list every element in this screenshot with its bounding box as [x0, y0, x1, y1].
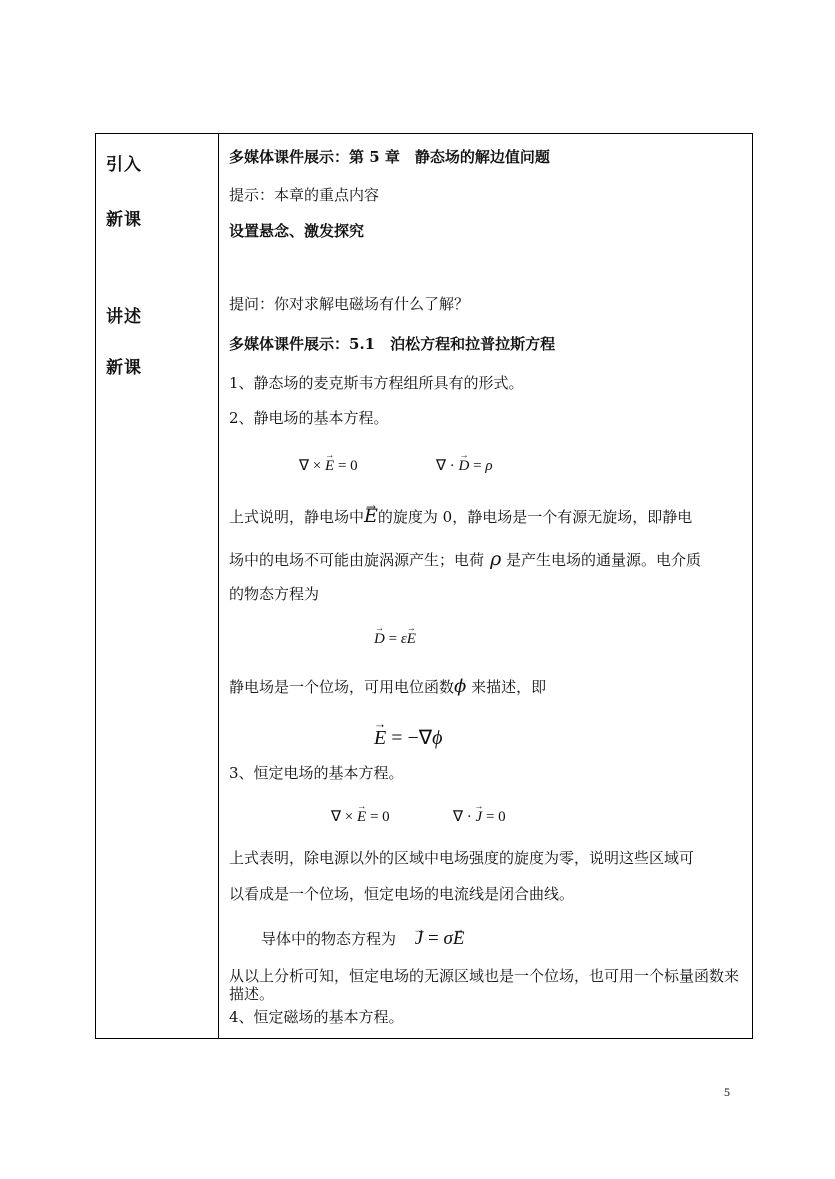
- label-yinru: 引入: [106, 155, 142, 175]
- suspense-line: 设置悬念、激发探究: [229, 222, 365, 240]
- label-xinke-1: 新课: [106, 210, 142, 230]
- column-divider: [218, 133, 219, 1039]
- label-jiangshu: 讲述: [106, 307, 142, 327]
- para-3-line-2: 以看成是一个位场，恒定电场的电流线是闭合曲线。: [229, 885, 575, 903]
- item-3: 3、恒定电场的基本方程。: [229, 764, 404, 782]
- equation-d-eps-e: → D = ε→ E: [374, 631, 416, 648]
- hint-line: 提示：本章的重点内容: [229, 186, 380, 204]
- para-2: 静电场是一个位场，可用电位函数ϕ 来描述，即: [229, 676, 547, 697]
- item-4: 4、恒定磁场的基本方程。: [229, 1008, 404, 1026]
- heading-multimedia-ch5: 多媒体课件展示：第 5 章 静态场的解边值问题: [229, 148, 550, 166]
- equation-e-grad-phi: → E = −∇ϕ: [374, 725, 443, 750]
- page-number: 5: [724, 1085, 730, 1099]
- equation-div-j: ∇ · → J = 0: [453, 807, 506, 826]
- item-1: 1、静态场的麦克斯韦方程组所具有的形式。: [229, 374, 524, 392]
- para-5: 从以上分析可知，恒定电场的无源区域也是一个位场，也可用一个标量函数来描述。: [229, 967, 740, 1003]
- equation-curl-e: ∇ × → E = 0: [299, 456, 358, 475]
- equation-div-d: ∇ · → D = ρ: [436, 456, 493, 475]
- question-line: 提问：你对求解电磁场有什么了解？: [229, 295, 470, 313]
- para-1-line-2: 场中的电场不可能由旋涡源产生；电荷 ρ 是产生电场的通量源。电介质: [229, 548, 702, 570]
- para-4: 导体中的物态方程为 → J = σ→ E: [261, 929, 464, 949]
- item-2: 2、静电场的基本方程。: [229, 409, 389, 427]
- para-3-line-1: 上式表明，除电源以外的区域中电场强度的旋度为零，说明这些区域可: [229, 849, 695, 867]
- label-xinke-2: 新课: [106, 358, 142, 378]
- equation-curl-e-steady: ∇ × → E = 0: [331, 807, 390, 826]
- para-1-line-1: 上式说明，静电场中→ E的旋度为 0，静电场是一个有源无旋场，即静电: [229, 506, 692, 527]
- heading-multimedia-5-1: 多媒体课件展示：5.1 泊松方程和拉普拉斯方程: [229, 335, 556, 353]
- para-1-line-3: 的物态方程为: [229, 585, 320, 603]
